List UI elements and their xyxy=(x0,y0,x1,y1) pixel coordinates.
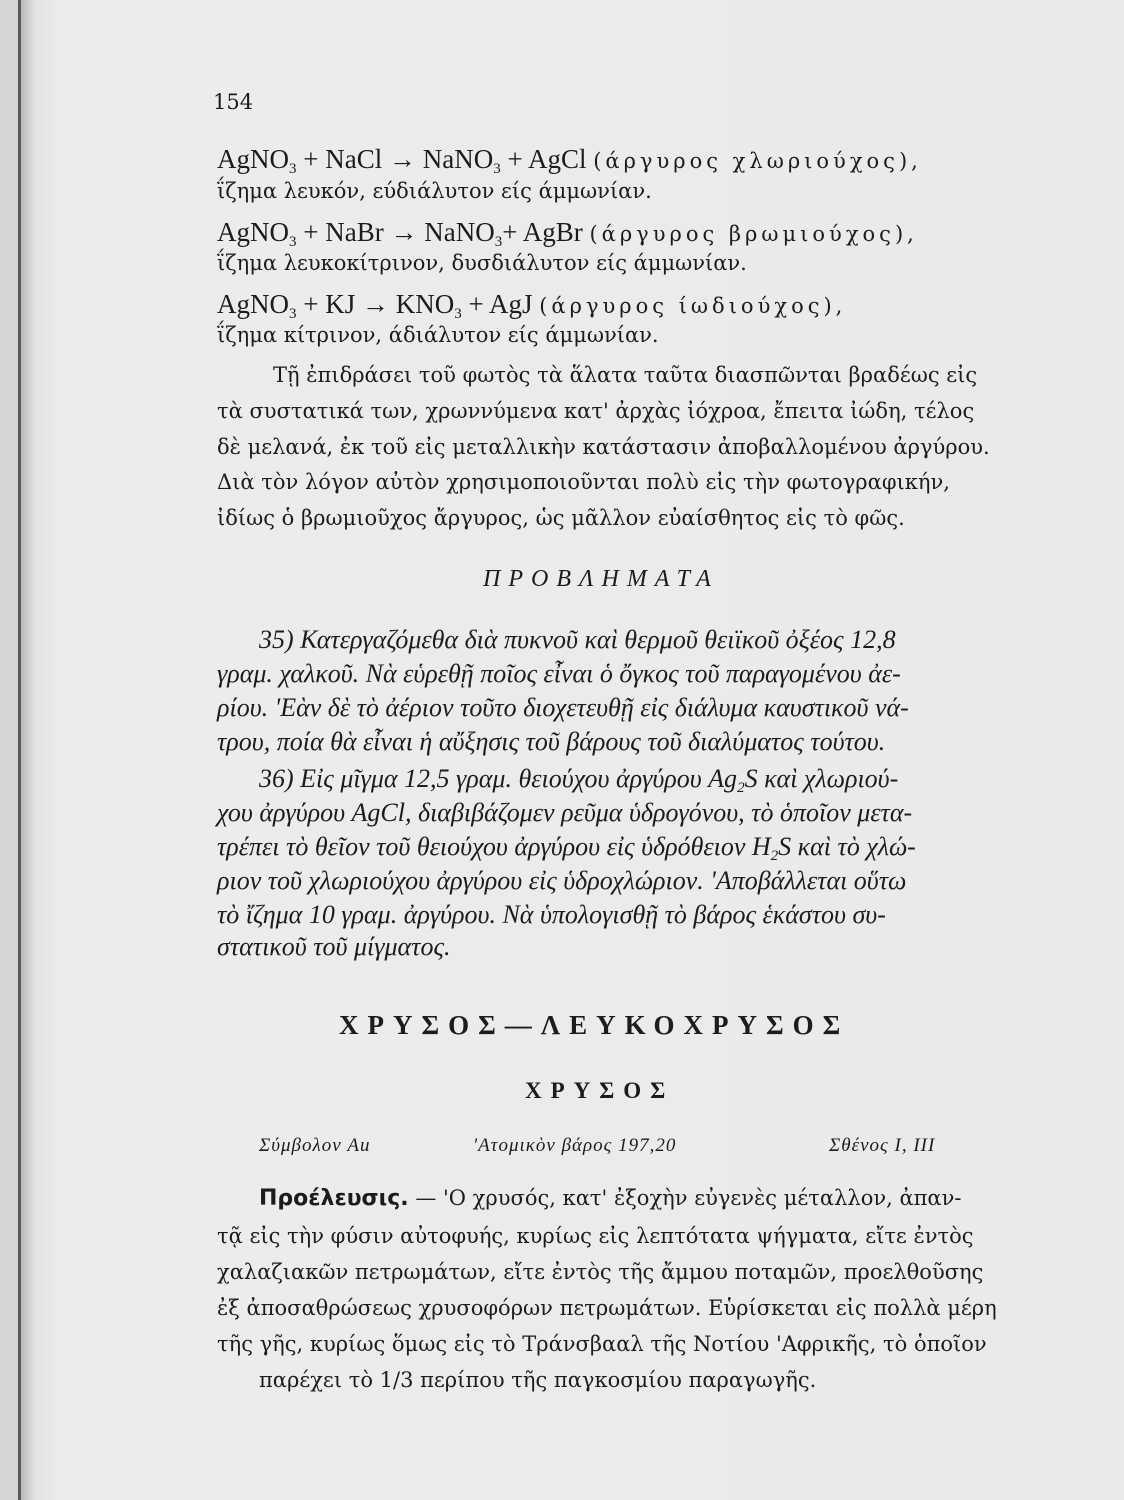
section-subtitle: ΧΡΥΣΟΣ xyxy=(525,1078,675,1103)
atomic-weight-label: 'Ατομικὸν βάρος 197,20 xyxy=(473,1135,677,1156)
section-title: ΧΡΥΣΟΣ—ΛΕΥΚΟΧΡΥΣΟΣ xyxy=(339,1010,850,1040)
reaction-2-note: ΐζημα λευκοκίτρινον, δυσδιάλυτον είς άμμωνίαν. xyxy=(217,251,747,275)
reaction-1-note: ΐζημα λευκόν, εύδιάλυτον είς άμμωνίαν. xyxy=(217,179,652,203)
origin-line: χαλαζιακῶν πετρωμάτων, εἴτε ἐντὸς τῆς ἄμμου ποταμῶν, προελθοῦσης xyxy=(217,1260,984,1284)
problem-35-line: ρίου. 'Εὰν δὲ τὸ ἀέριον τοῦτο διοχετευθῇ εἰς διάλυμα καυστικοῦ νά- xyxy=(217,693,909,722)
origin-line: παρέχει τὸ 1/3 περίπου τῆς παγκοσμίου παραγωγῆς. xyxy=(259,1368,817,1392)
reaction-1-equation: AgNO$_3$ + NaCl → NaNO$_3$ + AgCl (άργυρος χλωριούχος), xyxy=(217,144,922,177)
paragraph-line: τὰ συστατικά των, χρωννύμενα κατ' ἀρχὰς ἰόχροα, ἔπειτα ἰώδη, τέλος xyxy=(217,399,975,423)
origin-label: Προέλευσις. xyxy=(259,1186,409,1211)
problem-36-line: 36) Εἰς μῖγμα 12,5 γραμ. θειούχου ἀργύρου $Ag_2S$ καὶ χλωριού- xyxy=(259,764,899,796)
reaction-3-note: ΐζημα κίτρινον, άδιάλυτον είς άμμωνίαν. xyxy=(217,323,659,347)
page-number: 154 xyxy=(213,90,254,114)
problem-36-line: χου ἀργύρου AgCl, διαβιβάζομεν ρεῦμα ὑδρογόνου, τὸ ὁποῖον μετα- xyxy=(217,798,913,827)
problem-36-line: ριον τοῦ χλωριούχου ἀργύρου εἰς ὑδροχλώριον. 'Αποβάλλεται οὕτω xyxy=(217,866,907,895)
origin-line: τῆς γῆς, κυρίως ὅμως εἰς τὸ Τράνσβααλ τῆς Νοτίου 'Αφρικῆς, τὸ ὁποῖον xyxy=(217,1332,987,1356)
reaction-1-name: (άργυρος χλωριούχος), xyxy=(593,149,922,173)
problem-36-line: τρέπει τὸ θεῖον τοῦ θειούχου ἀργύρου εἰς ὑδρόθειον $H_2S$ καὶ τὸ χλώ- xyxy=(217,832,916,864)
problem-35-line: τρου, ποία θὰ εἶναι ἡ αὔξησις τοῦ βάρους τοῦ διαλύματος τούτου. xyxy=(217,727,886,756)
paragraph-line: ἰδίως ὁ βρωμιοῦχος ἄργυρος, ὡς μᾶλλον εὐαίσθητος εἰς τὸ φῶς. xyxy=(217,506,905,530)
origin-line: ἐξ ἀποσαθρώσεως χρυσοφόρων πετρωμάτων. Εὑρίσκεται εἰς πολλὰ μέρη xyxy=(217,1296,997,1320)
problem-35-line: γραμ. χαλκοῦ. Νὰ εὑρεθῇ ποῖος εἶναι ὁ ὄγκος τοῦ παραγομένου ἀε- xyxy=(217,659,901,688)
valence-label: Σθένος I, III xyxy=(829,1135,936,1156)
origin-line: Προέλευσις. — 'Ο χρυσός, κατ' ἐξοχὴν εὐγενὲς μέταλλον, ἀπαν- xyxy=(259,1186,962,1211)
problems-heading: ΠΡΟΒΛΗΜΑΤΑ xyxy=(483,566,719,592)
problem-35-line: 35) Κατεργαζόμεθα διὰ πυκνοῦ καὶ θερμοῦ θειϊκοῦ ὀξέος 12,8 xyxy=(259,625,896,654)
book-page xyxy=(18,0,1124,1500)
origin-line: τᾷ εἰς τὴν φύσιν αὐτοφυής, κυρίως εἰς λεπτότατα ψήγματα, εἴτε ἐντὸς xyxy=(217,1224,974,1248)
problem-36-line: τὸ ἴζημα 10 γραμ. ἀργύρου. Νὰ ὑπολογισθῇ τὸ βάρος ἑκάστου συ- xyxy=(217,900,886,929)
reaction-2-equation: AgNO$_3$ + NaBr → NaNO$_3$+ AgBr (άργυρος βρωμιούχος), xyxy=(217,217,918,250)
problem-36-line: στατικοῦ τοῦ μίγματος. xyxy=(217,932,451,961)
reaction-3-name: (άργυρος ίωδιούχος), xyxy=(539,294,847,318)
reaction-2-name: (άργυρος βρωμιούχος), xyxy=(589,222,918,246)
paragraph-line: Τῇ ἐπιδράσει τοῦ φωτὸς τὰ ἅλατα ταῦτα διασπῶνται βραδέως εἰς xyxy=(273,363,978,387)
paragraph-line: Διὰ τὸν λόγον αὐτὸν χρησιμοποιοῦνται πολὺ εἰς τὴν φωτογραφικήν, xyxy=(217,470,950,494)
symbol-label: Σύμβολον Au xyxy=(259,1135,371,1156)
paragraph-line: δὲ μελανά, ἐκ τοῦ εἰς μεταλλικὴν κατάστασιν ἀποβαλλομένου ἀργύρου. xyxy=(217,435,990,459)
reaction-3-equation: AgNO$_3$ + KJ → $KNO_3$ + AgJ (άργυρος ίωδιούχος), xyxy=(217,289,847,322)
